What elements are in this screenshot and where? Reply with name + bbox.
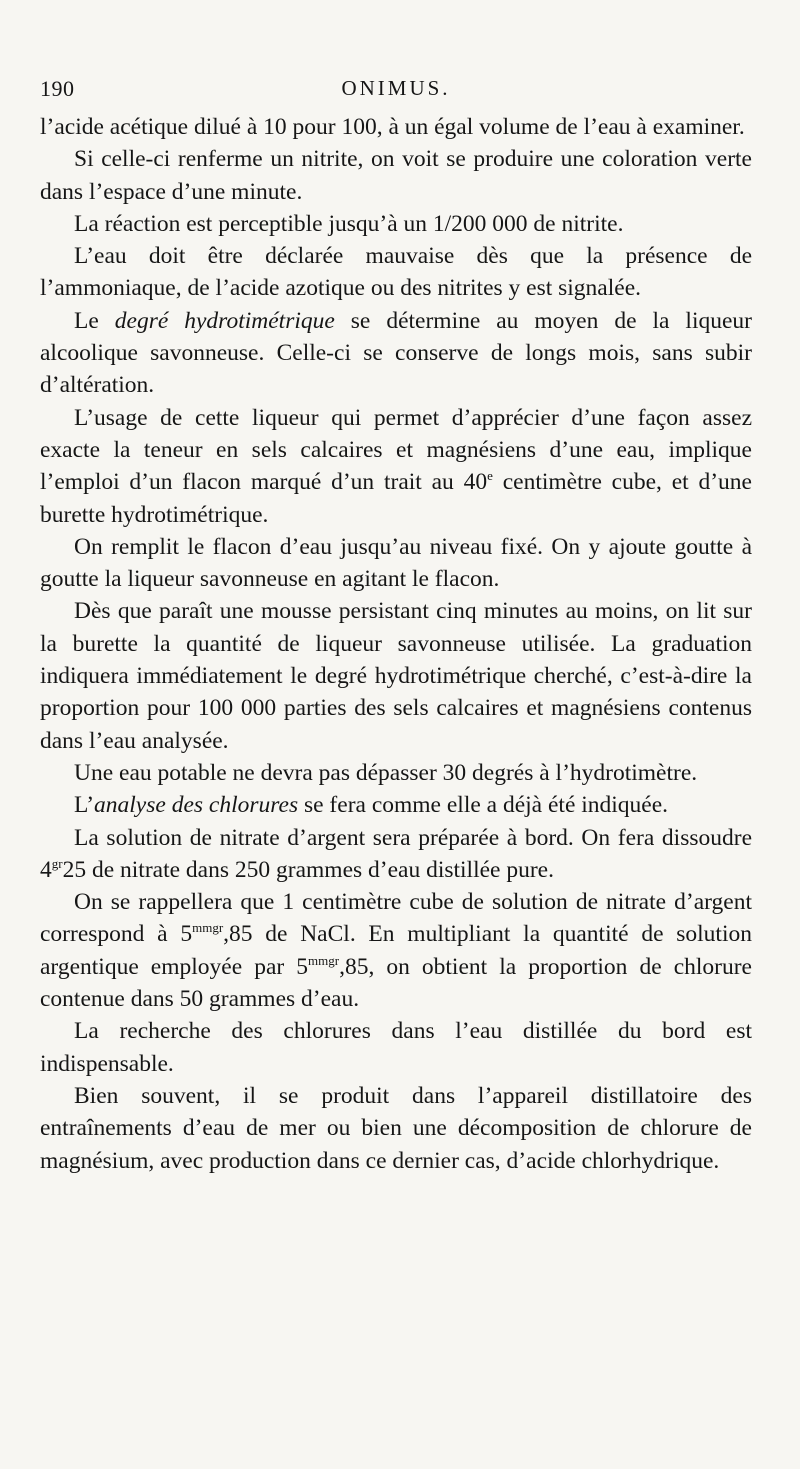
page-number: 190 xyxy=(40,76,75,101)
paragraph: L’analyse des chlorures se fera comme elle a déjà été indiquée. xyxy=(74,792,669,819)
running-head: ONIMUS. xyxy=(341,76,451,100)
paragraph: On remplit le flacon d’eau jusqu’au niveau fixé. On y ajoute goutte à goutte la liqueur savonneuse en agitant le flacon. xyxy=(40,533,752,593)
paragraph: L’usage de cette liqueur qui permet d’apprécier d’une façon assez exacte la teneur en sels calcaires et magnésiens d’une eau, implique l’emploi d’un flacon marqué d’un trait au 40e centimètre cube, et d’une burette hydrotimétrique. xyxy=(40,404,752,528)
paragraph: Si celle-ci renferme un nitrite, on voit se produire une coloration verte dans l’espace d’une minute. xyxy=(40,146,752,205)
paragraph: La recherche des chlorures dans l’eau distillée du bord est indispensable. xyxy=(40,1018,752,1077)
italic-term: analyse des chlorures xyxy=(94,792,299,819)
paragraph: Bien souvent, il se produit dans l’appareil distillatoire des entraînements d’eau de mer ou bien une décomposition de chlorure de magnésium, avec production dans ce dernier cas, d’acide chlorhydrique. xyxy=(40,1082,752,1174)
paragraph: On se rappellera que 1 centimètre cube de solution de nitrate d’argent correspond à $5^{mmgr},85$ de NaCl. En multipliant la quantité de solution argentique employée par $5^{mmgr},85$, on obtient la proportion de chlorure contenue dans 50 grammes d’eau. xyxy=(40,889,752,1013)
page-header xyxy=(40,76,752,106)
italic-term: degré hydrotimétrique xyxy=(114,307,335,334)
paragraph: Dès que paraît une mousse persistant cinq minutes au moins, on lit sur la burette la quantité de liqueur savonneuse utilisée. La graduation indiquera immédiatement le degré hydrotimétrique cherché, c’est-à-dire la proportion pour 100 000 parties des sels calcaires et magnésiens contenus dans l’eau analysée. xyxy=(40,598,752,754)
body-text xyxy=(40,111,752,1177)
paragraph: La réaction est perceptible jusqu’à un 1/200 000 de nitrite. xyxy=(74,210,624,237)
paragraph: Une eau potable ne devra pas dépasser 30 degrés à l’hydrotimètre. xyxy=(74,759,698,786)
paragraph: L’eau doit être déclarée mauvaise dès que la présence de l’ammoniaque, de l’acide azotique ou des nitrites y est signalée. xyxy=(40,243,752,302)
paragraph: Le degré hydrotimétrique se détermine au moyen de la liqueur alcoolique savonneuse. Celle-ci se conserve de longs mois, sans subir d’altération. xyxy=(40,307,752,399)
paragraph: La solution de nitrate d’argent sera préparée à bord. On fera dissoudre $4^{gr}25$ de nitrate dans 250 grammes d’eau distillée pure. xyxy=(40,824,752,883)
paragraph: l’acide acétique dilué à 10 pour 100, à un égal volume de l’eau à examiner. xyxy=(40,114,745,140)
